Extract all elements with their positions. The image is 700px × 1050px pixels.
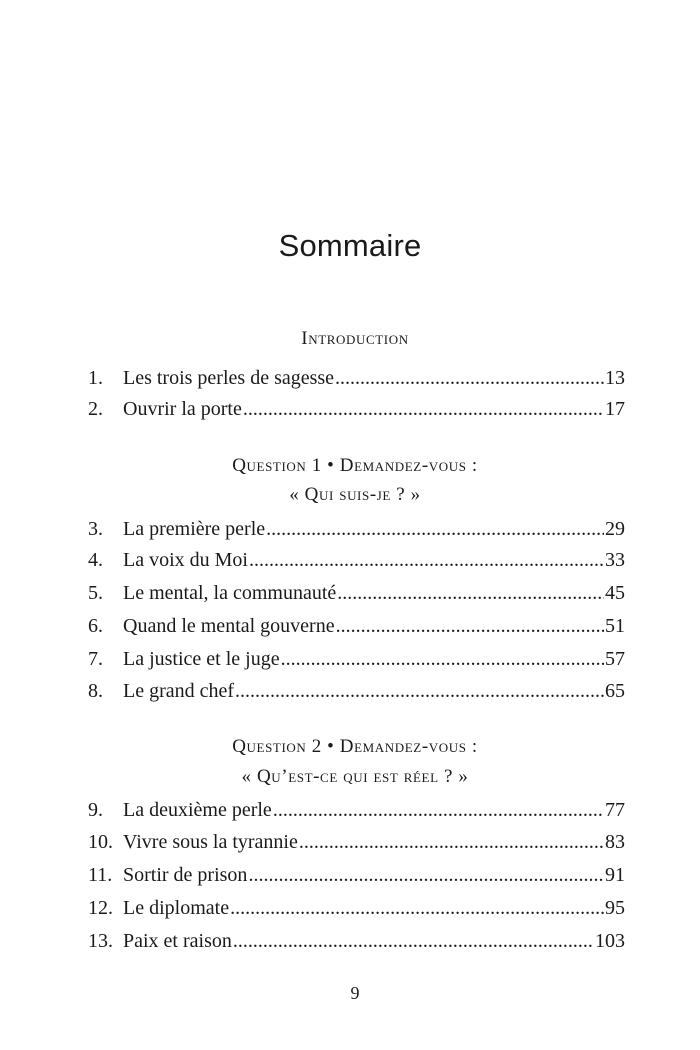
toc-entry [88, 795, 625, 825]
toc-entry-page: 51 [605, 615, 625, 637]
dot-leader [336, 611, 604, 641]
page-number: 9 [350, 983, 360, 1003]
toc-entry-page: 57 [605, 648, 625, 670]
toc-entry-number: 13. [88, 930, 113, 952]
toc-entry [88, 827, 625, 857]
toc-entry [88, 860, 625, 890]
toc-entry [88, 545, 625, 575]
section-heading-introduction: Introduction [301, 328, 409, 349]
toc-entry-page: 13 [605, 367, 625, 389]
toc-entry-number: 7. [88, 648, 103, 670]
toc-entry-number: 1. [88, 367, 103, 389]
toc-entry-title: Le mental, la communauté [123, 582, 337, 604]
toc-entry [88, 363, 625, 393]
dot-leader [248, 860, 604, 890]
toc-entry-page: 77 [605, 799, 625, 821]
toc-entry-title: Les trois perles de sagesse [123, 367, 335, 389]
toc-entry-title: Ouvrir la porte [123, 398, 242, 420]
section-heading-question-2: Question 2 • Demandez-vous : [232, 736, 478, 757]
toc-entry-title: Quand le mental gouverne [123, 615, 335, 637]
dot-leader [337, 578, 604, 608]
toc-entry [88, 514, 625, 544]
toc-entry-page: 95 [605, 897, 625, 919]
toc-entry-number: 11. [88, 864, 113, 886]
toc-entry-title: La justice et le juge [123, 648, 280, 670]
toc-entry-title: Le grand chef [123, 680, 235, 702]
toc-entry-title: Sortir de prison [123, 864, 248, 886]
dot-leader [266, 514, 604, 544]
toc-entry-number: 9. [88, 799, 103, 821]
toc-entry [88, 394, 625, 424]
toc-entry-number: 5. [88, 582, 103, 604]
section-heading-question-1: Question 1 • Demandez-vous : [232, 455, 478, 476]
toc-entry [88, 644, 625, 674]
page-title: Sommaire [278, 228, 422, 263]
dot-leader [230, 893, 604, 923]
dot-leader [299, 827, 604, 857]
dot-leader [243, 394, 604, 424]
toc-entry-page: 65 [605, 680, 625, 702]
dot-leader [335, 363, 604, 393]
dot-leader [235, 676, 604, 706]
toc-entry-page: 29 [605, 518, 625, 540]
toc-entry-number: 10. [88, 831, 113, 853]
toc-entry-page: 103 [595, 930, 625, 952]
toc-entry-title: Paix et raison [123, 930, 232, 952]
dot-leader [273, 795, 604, 825]
toc-entry-page: 45 [605, 582, 625, 604]
toc-entry-title: Vivre sous la tyrannie [123, 831, 298, 853]
toc-entry [88, 578, 625, 608]
toc-entry [88, 676, 625, 706]
toc-entry-number: 12. [88, 897, 113, 919]
dot-leader [281, 644, 604, 674]
section-subheading-question-1: « Qui suis-je ? » [289, 484, 421, 505]
toc-entry-page: 33 [605, 549, 625, 571]
toc-entry-number: 8. [88, 680, 103, 702]
toc-entry-title: La première perle [123, 518, 266, 540]
toc-entry [88, 611, 625, 641]
dot-leader [249, 545, 604, 575]
toc-entry-title: La voix du Moi [123, 549, 248, 571]
toc-entry-page: 91 [605, 864, 625, 886]
section-subheading-question-2: « Qu’est-ce qui est réel ? » [241, 766, 469, 787]
toc-entry-number: 3. [88, 518, 103, 540]
toc-entry-number: 2. [88, 398, 103, 420]
dot-leader [233, 926, 594, 956]
toc-entry-page: 17 [605, 398, 625, 420]
toc-entry-page: 83 [605, 831, 625, 853]
toc-entry-number: 6. [88, 615, 103, 637]
toc-entry-number: 4. [88, 549, 103, 571]
toc-entry-title: Le diplomate [123, 897, 230, 919]
toc-entry [88, 893, 625, 923]
toc-entry-title: La deuxième perle [123, 799, 272, 821]
toc-entry [88, 926, 625, 956]
